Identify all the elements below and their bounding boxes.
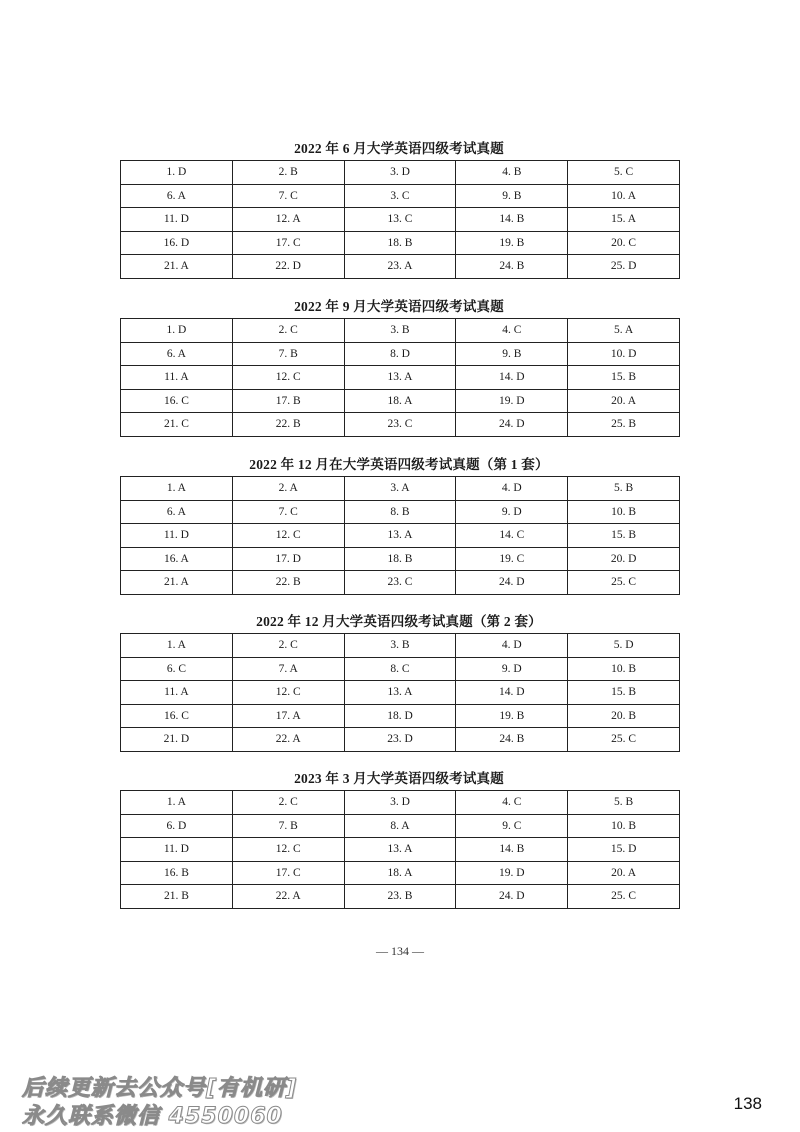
answer-cell: 16. C — [121, 389, 233, 413]
answer-cell: 5. C — [568, 161, 680, 185]
answer-cell: 9. D — [456, 500, 568, 524]
answer-cell: 17. A — [232, 704, 344, 728]
answer-section-5 — [120, 768, 678, 909]
answer-cell: 14. C — [456, 524, 568, 548]
answer-cell: 5. D — [568, 634, 680, 658]
table-row — [121, 657, 680, 681]
answer-cell: 22. D — [232, 255, 344, 279]
answer-cell: 23. C — [344, 571, 456, 595]
answer-cell: 10. B — [568, 657, 680, 681]
answer-cell: 4. D — [456, 634, 568, 658]
answer-cell: 21. C — [121, 413, 233, 437]
answer-cell: 1. D — [121, 319, 233, 343]
answer-cell: 10. B — [568, 814, 680, 838]
answer-cell: 25. B — [568, 413, 680, 437]
answer-cell: 12. A — [232, 208, 344, 232]
table-row — [121, 524, 680, 548]
answer-table — [120, 160, 680, 279]
table-row — [121, 366, 680, 390]
section-title: 2022 年 12 月在大学英语四级考试真题（第 1 套） — [249, 457, 549, 472]
table-row — [121, 208, 680, 232]
answer-cell: 1. A — [121, 791, 233, 815]
answer-cell: 3. D — [344, 791, 456, 815]
answer-cell: 13. A — [344, 366, 456, 390]
answer-cell: 7. C — [232, 184, 344, 208]
answer-cell: 7. B — [232, 814, 344, 838]
page-number: — 134 — — [376, 944, 424, 958]
answer-cell: 23. A — [344, 255, 456, 279]
answer-cell: 24. B — [456, 728, 568, 752]
table-row — [121, 231, 680, 255]
answer-cell: 20. D — [568, 547, 680, 571]
answer-table — [120, 318, 680, 437]
answer-cell: 18. B — [344, 231, 456, 255]
answer-cell: 3. B — [344, 319, 456, 343]
answer-section-1 — [120, 138, 678, 279]
table-row — [121, 319, 680, 343]
table-row — [121, 681, 680, 705]
answer-cell: 2. C — [232, 634, 344, 658]
answer-cell: 17. D — [232, 547, 344, 571]
answer-cell: 5. B — [568, 791, 680, 815]
corner-page-number: 138 — [733, 1094, 762, 1113]
table-row — [121, 838, 680, 862]
answer-cell: 22. B — [232, 413, 344, 437]
answer-cell: 20. A — [568, 861, 680, 885]
answer-cell: 6. A — [121, 184, 233, 208]
answer-cell: 13. C — [344, 208, 456, 232]
answer-cell: 3. C — [344, 184, 456, 208]
answer-cell: 10. A — [568, 184, 680, 208]
answer-table — [120, 476, 680, 595]
answer-cell: 20. A — [568, 389, 680, 413]
table-row — [121, 161, 680, 185]
answer-cell: 16. A — [121, 547, 233, 571]
answer-cell: 6. D — [121, 814, 233, 838]
table-row — [121, 861, 680, 885]
answer-cell: 8. D — [344, 342, 456, 366]
answer-cell: 17. B — [232, 389, 344, 413]
answer-cell: 21. D — [121, 728, 233, 752]
answer-cell: 25. D — [568, 255, 680, 279]
answer-table — [120, 633, 680, 752]
answer-cell: 23. B — [344, 885, 456, 909]
answer-cell: 5. B — [568, 477, 680, 501]
answer-cell: 19. B — [456, 231, 568, 255]
answer-cell: 25. C — [568, 885, 680, 909]
answer-cell: 7. B — [232, 342, 344, 366]
table-row — [121, 500, 680, 524]
answer-cell: 4. B — [456, 161, 568, 185]
answer-cell: 9. B — [456, 184, 568, 208]
watermark-line-2: 永久联系微信 4550060 — [22, 1104, 283, 1129]
answer-cell: 25. C — [568, 571, 680, 595]
answer-table — [120, 790, 680, 909]
answer-cell: 3. B — [344, 634, 456, 658]
answer-cell: 14. D — [456, 681, 568, 705]
answer-cell: 1. A — [121, 477, 233, 501]
answer-cell: 13. A — [344, 681, 456, 705]
table-row — [121, 255, 680, 279]
answer-cell: 20. C — [568, 231, 680, 255]
answer-cell: 21. A — [121, 255, 233, 279]
answer-cell: 11. D — [121, 524, 233, 548]
section-title: 2022 年 9 月大学英语四级考试真题 — [294, 299, 504, 314]
table-row — [121, 814, 680, 838]
answer-cell: 22. A — [232, 885, 344, 909]
answer-cell: 6. A — [121, 342, 233, 366]
answer-cell: 14. B — [456, 838, 568, 862]
answer-cell: 8. C — [344, 657, 456, 681]
table-row — [121, 477, 680, 501]
table-row — [121, 571, 680, 595]
answer-cell: 8. B — [344, 500, 456, 524]
answer-cell: 12. C — [232, 366, 344, 390]
watermark — [22, 1075, 297, 1131]
answer-cell: 15. A — [568, 208, 680, 232]
answer-cell: 21. B — [121, 885, 233, 909]
answer-cell: 4. C — [456, 791, 568, 815]
answer-cell: 24. D — [456, 571, 568, 595]
answer-cell: 22. A — [232, 728, 344, 752]
answer-cell: 15. B — [568, 681, 680, 705]
answer-cell: 18. B — [344, 547, 456, 571]
answer-cell: 18. D — [344, 704, 456, 728]
answer-cell: 3. D — [344, 161, 456, 185]
table-row — [121, 791, 680, 815]
answer-cell: 15. B — [568, 366, 680, 390]
answer-cell: 14. B — [456, 208, 568, 232]
answer-cell: 24. B — [456, 255, 568, 279]
answer-cell: 4. C — [456, 319, 568, 343]
answer-cell: 6. A — [121, 500, 233, 524]
answer-cell: 2. C — [232, 319, 344, 343]
answer-cell: 9. D — [456, 657, 568, 681]
table-row — [121, 389, 680, 413]
answer-cell: 2. C — [232, 791, 344, 815]
section-title: 2022 年 12 月大学英语四级考试真题（第 2 套） — [256, 614, 542, 629]
answer-cell: 20. B — [568, 704, 680, 728]
answer-cell: 12. C — [232, 681, 344, 705]
answer-cell: 19. D — [456, 389, 568, 413]
answer-cell: 2. B — [232, 161, 344, 185]
answer-cell: 24. D — [456, 885, 568, 909]
answer-cell: 13. A — [344, 838, 456, 862]
answer-cell: 18. A — [344, 389, 456, 413]
answer-cell: 15. D — [568, 838, 680, 862]
table-row — [121, 342, 680, 366]
answer-cell: 23. C — [344, 413, 456, 437]
answer-section-4 — [120, 611, 678, 752]
answer-cell: 21. A — [121, 571, 233, 595]
answer-cell: 9. B — [456, 342, 568, 366]
answer-cell: 23. D — [344, 728, 456, 752]
answer-cell: 18. A — [344, 861, 456, 885]
answer-cell: 3. A — [344, 477, 456, 501]
table-row — [121, 184, 680, 208]
table-row — [121, 728, 680, 752]
answer-cell: 16. C — [121, 704, 233, 728]
answer-cell: 7. A — [232, 657, 344, 681]
answer-cell: 16. B — [121, 861, 233, 885]
answer-cell: 7. C — [232, 500, 344, 524]
section-title: 2023 年 3 月大学英语四级考试真题 — [294, 771, 504, 786]
answer-cell: 11. A — [121, 681, 233, 705]
watermark-line-1: 后续更新去公众号[有机研] — [22, 1076, 298, 1101]
table-row — [121, 413, 680, 437]
answer-cell: 11. D — [121, 838, 233, 862]
table-row — [121, 704, 680, 728]
answer-cell: 12. C — [232, 524, 344, 548]
answer-cell: 10. D — [568, 342, 680, 366]
answer-cell: 11. D — [121, 208, 233, 232]
answer-cell: 19. B — [456, 704, 568, 728]
answer-cell: 1. D — [121, 161, 233, 185]
answer-cell: 10. B — [568, 500, 680, 524]
answer-cell: 19. D — [456, 861, 568, 885]
answer-cell: 12. C — [232, 838, 344, 862]
answer-cell: 17. C — [232, 861, 344, 885]
table-row — [121, 547, 680, 571]
table-row — [121, 634, 680, 658]
answer-cell: 5. A — [568, 319, 680, 343]
answer-section-3 — [120, 454, 678, 595]
answer-cell: 17. C — [232, 231, 344, 255]
answer-cell: 8. A — [344, 814, 456, 838]
answer-section-2 — [120, 296, 678, 437]
answer-cell: 1. A — [121, 634, 233, 658]
answer-cell: 6. C — [121, 657, 233, 681]
answer-cell: 11. A — [121, 366, 233, 390]
answer-cell: 2. A — [232, 477, 344, 501]
section-title: 2022 年 6 月大学英语四级考试真题 — [294, 141, 504, 156]
answer-cell: 25. C — [568, 728, 680, 752]
table-row — [121, 885, 680, 909]
answer-cell: 24. D — [456, 413, 568, 437]
answer-cell: 22. B — [232, 571, 344, 595]
answer-cell: 13. A — [344, 524, 456, 548]
answer-cell: 16. D — [121, 231, 233, 255]
answer-cell: 14. D — [456, 366, 568, 390]
answer-cell: 9. C — [456, 814, 568, 838]
answer-cell: 19. C — [456, 547, 568, 571]
answer-cell: 4. D — [456, 477, 568, 501]
answer-cell: 15. B — [568, 524, 680, 548]
